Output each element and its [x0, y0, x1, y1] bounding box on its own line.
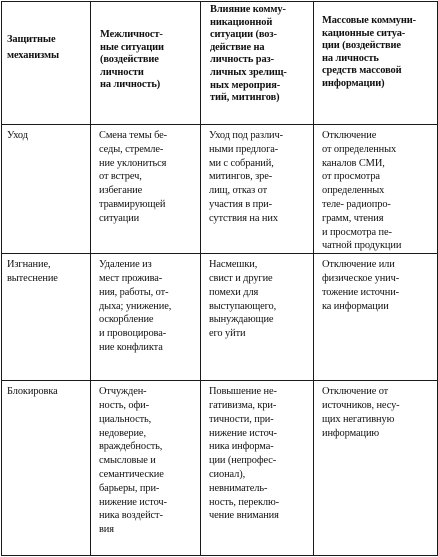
cell-mass: Отключение от источников, несу- щих негативную информацию [314, 381, 438, 556]
header-mechanisms: Защитные механизмы [2, 2, 91, 125]
header-interpersonal: Межличност- ные ситуации (воздействие личности на личность) [91, 2, 201, 125]
cell-communicative: Уход под различ- ными предлога- ми с собраний, митингов, зре- лищ, отказ от участия в при- сутствия на них [201, 125, 314, 254]
cell-interpersonal: Удаление из мест прожива- ния, работы, от- дыха; унижение, оскорбление и провоцирова- ние конфликта [91, 254, 201, 381]
cell-mass: Отключение или физическое унич- тожение источни- ка информации [314, 254, 438, 381]
table-row [2, 381, 438, 556]
cell-mass: Отключение от определенных каналов СМИ, от просмотра определенных теле- радиопро- грамм, чтения и просмотра пе- чатной продукции [314, 125, 438, 254]
header-mass-communication: Массовые коммуни- кационные ситуа- ции (воздействие на личность средств массовой информации) [314, 2, 438, 125]
table-row [2, 254, 438, 381]
defense-mechanisms-table [1, 1, 438, 556]
header-communicative: Влияние комму- никационной ситуации (воз- действие на личность раз- личных зрелищ- ных мероприя- тий, митингов) [201, 2, 314, 125]
table-row [2, 125, 438, 254]
cell-interpersonal: Смена темы бе- седы, стремле- ние уклониться от встреч, избегание травмирующей ситуации [91, 125, 201, 254]
cell-mechanism: Уход [2, 125, 91, 254]
cell-mechanism: Изгнание, вытеснение [2, 254, 91, 381]
cell-communicative: Насмешки, свист и другие помехи для выступающего, вынуждающие его уйти [201, 254, 314, 381]
cell-communicative: Повышение не- гативизма, кри- тичности, при- нижение источ- ника информа- ции (непрофес- сионал), невниматель- ность, переклю- чение внимания [201, 381, 314, 556]
table-header-row [2, 2, 438, 125]
cell-mechanism: Блокировка [2, 381, 91, 556]
cell-interpersonal: Отчужден- ность, офи- циальность, недоверие, враждебность, смысловые и семантические барьеры, при- нижение источ- ника воздейст- вия [91, 381, 201, 556]
